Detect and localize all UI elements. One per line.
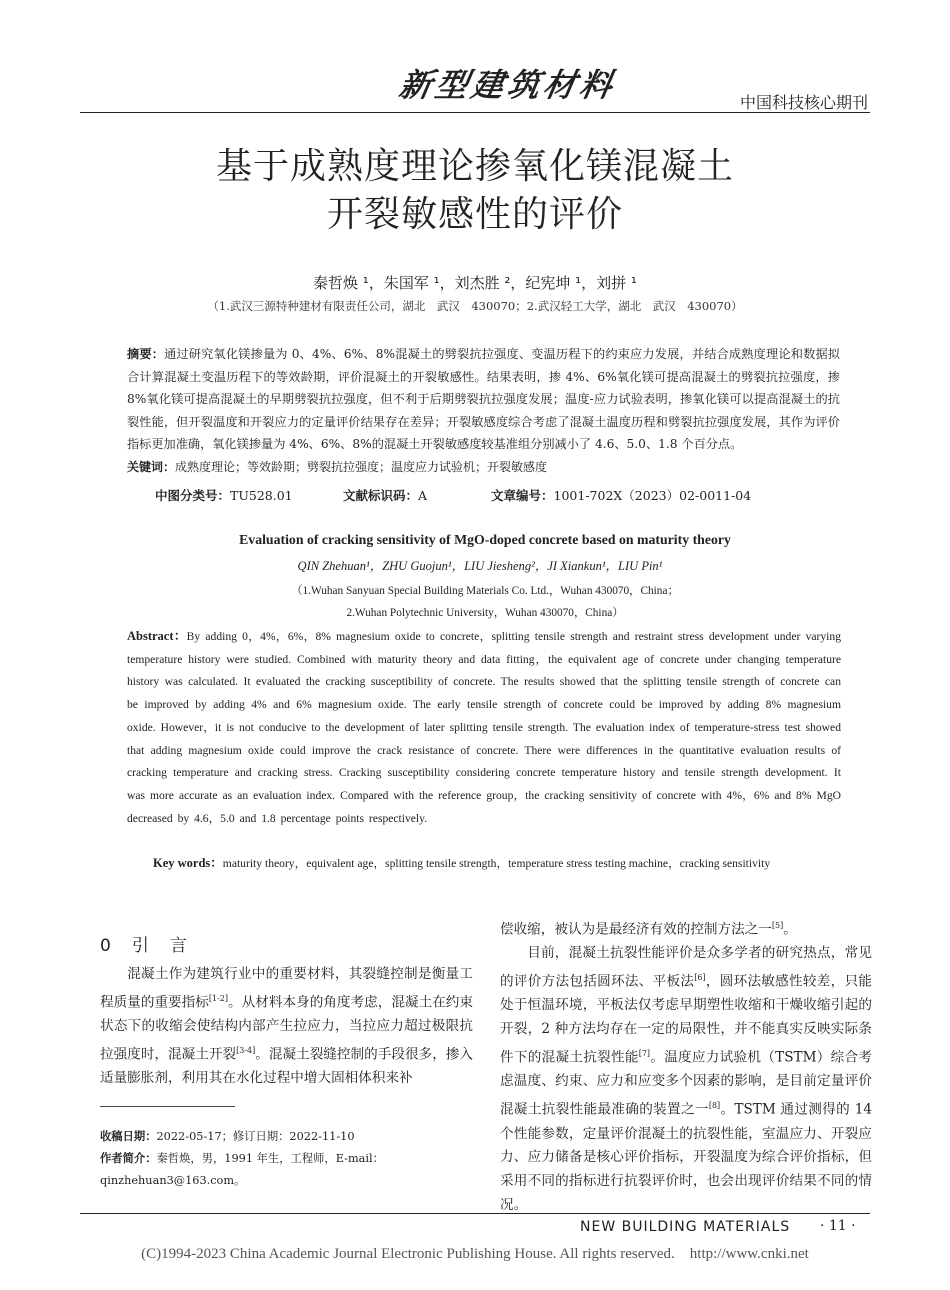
footnote-divider <box>100 1106 235 1107</box>
citation: [5] <box>771 921 784 930</box>
body-paragraph <box>500 942 872 1217</box>
keywords-label: 关键词： <box>127 460 176 474</box>
english-keywords-label: Key words： <box>153 856 223 870</box>
citation: [6] <box>694 973 706 983</box>
clc-value: TU528.01 <box>230 488 293 503</box>
citation: [7] <box>638 1049 651 1059</box>
article-number-value: 1001-702X（2023）02-0011-04 <box>553 488 752 503</box>
right-column <box>500 914 872 1218</box>
chinese-keywords <box>127 458 840 475</box>
clc-label: 中图分类号： <box>155 488 231 503</box>
article-number-label: 文章编号： <box>491 488 554 503</box>
text-run: 偿收缩，被认为是最经济有效的控制方法之一 <box>500 921 772 938</box>
text-run: 。TSTM 通过测得的 14 个性能参数，定量评价混凝土的抗裂性能，室温应力、开裂应力、应力储备是核心评价指标，开裂温度为综合评价指标，但采用不同的指标进行抗裂评价时，也会出现评价结果不同的情况。 <box>500 1101 872 1213</box>
english-keywords-text: maturity theory，equivalent age，splitting tensile strength，temperature stress testing machine，cracking sensitivity <box>222 857 771 870</box>
author-bio-text: 秦哲焕，男，1991 年生，工程师，E-mail：qinzhehuan3@163.com。 <box>100 1152 384 1187</box>
header-divider <box>80 112 870 113</box>
paper-title-line2: 开裂敏感性的评价 <box>326 194 623 235</box>
citation: [1-2] <box>208 993 229 1003</box>
body-paragraph <box>100 963 473 1091</box>
text-run: 。 <box>783 921 797 938</box>
paper-title-line1: 基于成熟度理论掺氧化镁混凝土 <box>215 146 734 187</box>
text-run: ，圆环法敏感性较差，只能处于恒温环境，平板法仅考虑早期塑性收缩和干燥收缩引起的开裂，2 种方法均存在一定的局限性，并不能真实反映实际条件下的混凝土抗裂性能 <box>500 973 873 1066</box>
text-run: 混凝土作为建筑行业中的重要材料，其裂缝控制是衡量工程质量的重要指标 <box>100 966 473 1011</box>
english-affiliation-1: （1.Wuhan Sanyuan Special Building Materials Co. Ltd.，Wuhan 430070，China； <box>291 585 679 597</box>
text-run: 。混凝土裂缝控制的手段很多，掺入适量膨胀剂，利用其在水化过程中增大固相体积来补 <box>100 1046 474 1087</box>
section-heading-introduction: 0 引 言 <box>100 936 189 956</box>
journal-logo: 新型建筑材料 <box>396 66 620 104</box>
doc-code-label: 文献标识码： <box>343 488 419 503</box>
english-abstract <box>127 625 841 830</box>
clc-number <box>155 486 293 504</box>
dates-text: 2022-05-17；修订日期：2022-11-10 <box>156 1130 355 1143</box>
doc-code-value: A <box>418 488 428 503</box>
left-column <box>100 963 473 1091</box>
document-code <box>343 486 427 504</box>
abstract-label: 摘要： <box>127 347 165 361</box>
footnote-author <box>100 1148 475 1192</box>
english-abstract-label: Abstract： <box>127 629 187 643</box>
body-paragraph <box>500 914 872 942</box>
keywords-text: 成熟度理论；等效龄期；劈裂抗拉强度；温度应力试验机；开裂敏感度 <box>175 460 548 474</box>
page-number: · 11 · <box>820 1218 856 1234</box>
dates-label: 收稿日期： <box>100 1130 157 1143</box>
citation: [3-4] <box>236 1045 256 1055</box>
english-title: Evaluation of cracking sensitivity of MgO-doped concrete based on maturity theory <box>239 532 731 547</box>
english-authors: QIN Zhehuan¹，ZHU Guojun¹，LIU Jiesheng²，JI Xiankun¹，LIU Pin¹ <box>297 559 663 573</box>
article-number <box>491 486 751 504</box>
copyright-notice: (C)1994-2023 China Academic Journal Electronic Publishing House. All rights reserved. http://www.cnki.net <box>141 1246 809 1262</box>
footer-divider <box>80 1213 870 1214</box>
english-affiliation-2: 2.Wuhan Polytechnic University，Wuhan 430070，China） <box>346 607 624 619</box>
journal-tagline: 中国科技核心期刊 <box>739 93 868 112</box>
abstract-text: 通过研究氧化镁掺量为 0、4%、6%、8%混凝土的劈裂抗拉强度、变温历程下的约束应力发展，并结合成熟度理论和数据拟合计算混凝土变温历程下的等效龄期，评价混凝土的开裂敏感性。结果表明，掺 4%、6%氧化镁可提高混凝土的劈裂抗拉强度，掺 8%氧化镁可提高混凝土的早期劈裂抗拉强度，但不利于后期劈裂抗拉强度发展；温度-应力试验表明，掺氧化镁可以提高混凝土的抗裂性能，但开裂温度和开裂应力的定量评价结果存在差异；开裂敏感度综合考虑了混凝土温度历程和劈裂抗拉强度发展，其作为评价指标更加准确，氧化镁掺量为 4%、6%、8%的混凝土开裂敏感度较基准组分别减小了 4.6、5.0、1.8 个百分点。 <box>127 347 840 452</box>
english-abstract-text: By adding 0，4%，6%，8% magnesium oxide to concrete，splitting tensile strength and restraint stress development under varying temperature history were studied. Combined with maturity theory and data fitting，the equivalent age of concrete under changing temperature history was calculated. It evaluated the cracking susceptibility of concrete. The results showed that the splitting tensile strength of concrete can be improved by adding 4% and 6% magnesium oxide. The early tensile strength of concrete could be improved by adding 8% magnesium oxide. However，it is not conducive to the development of later splitting tensile strength. The evaluation index of temperature-stress test showed that adding magnesium oxide could improve the crack resistance of concrete. There were differences in the quantitative evaluation results of cracking temperature and cracking stress. Cracking susceptibility considering concrete temperature history and tensile strength development. It was more accurate as an evaluation index. Compared with the reference group，the cracking sensitivity of concrete with 4%，6% and 8% MgO decreased by 4.6，5.0 and 1.8 percentage points respectively. <box>127 630 841 825</box>
text-run: 。温度应力试验机（TSTM）综合考虑温度、约束、应力和应变多个因素的影响，是目前定量评价混凝土抗裂性能最准确的装置之一 <box>500 1049 872 1118</box>
citation: [8] <box>708 1101 721 1111</box>
affiliation: （1.武汉三源特种建材有限责任公司，湖北 武汉 430070；2.武汉轻工大学，湖北 武汉 430070） <box>207 299 743 313</box>
author-bio-label: 作者简介： <box>100 1152 157 1165</box>
author-list: 秦哲焕 ¹，朱国军 ¹，刘杰胜 ²，纪宪坤 ¹，刘拼 ¹ <box>313 274 637 292</box>
chinese-abstract <box>127 343 840 456</box>
text-run: 目前，混凝土抗裂性能评价是众多学者的研究热点，常见的评价方法包括圆环法、平板法 <box>500 945 872 990</box>
text-run: 。从材料本身的角度考虑，混凝土在约束状态下的收缩会使结构内部产生拉应力，当拉应力超过极限抗拉强度时，混凝土开裂 <box>100 994 474 1063</box>
footer-journal-name: NEW BUILDING MATERIALS <box>580 1219 791 1235</box>
footnote-dates <box>100 1126 475 1148</box>
english-keywords <box>153 853 853 871</box>
